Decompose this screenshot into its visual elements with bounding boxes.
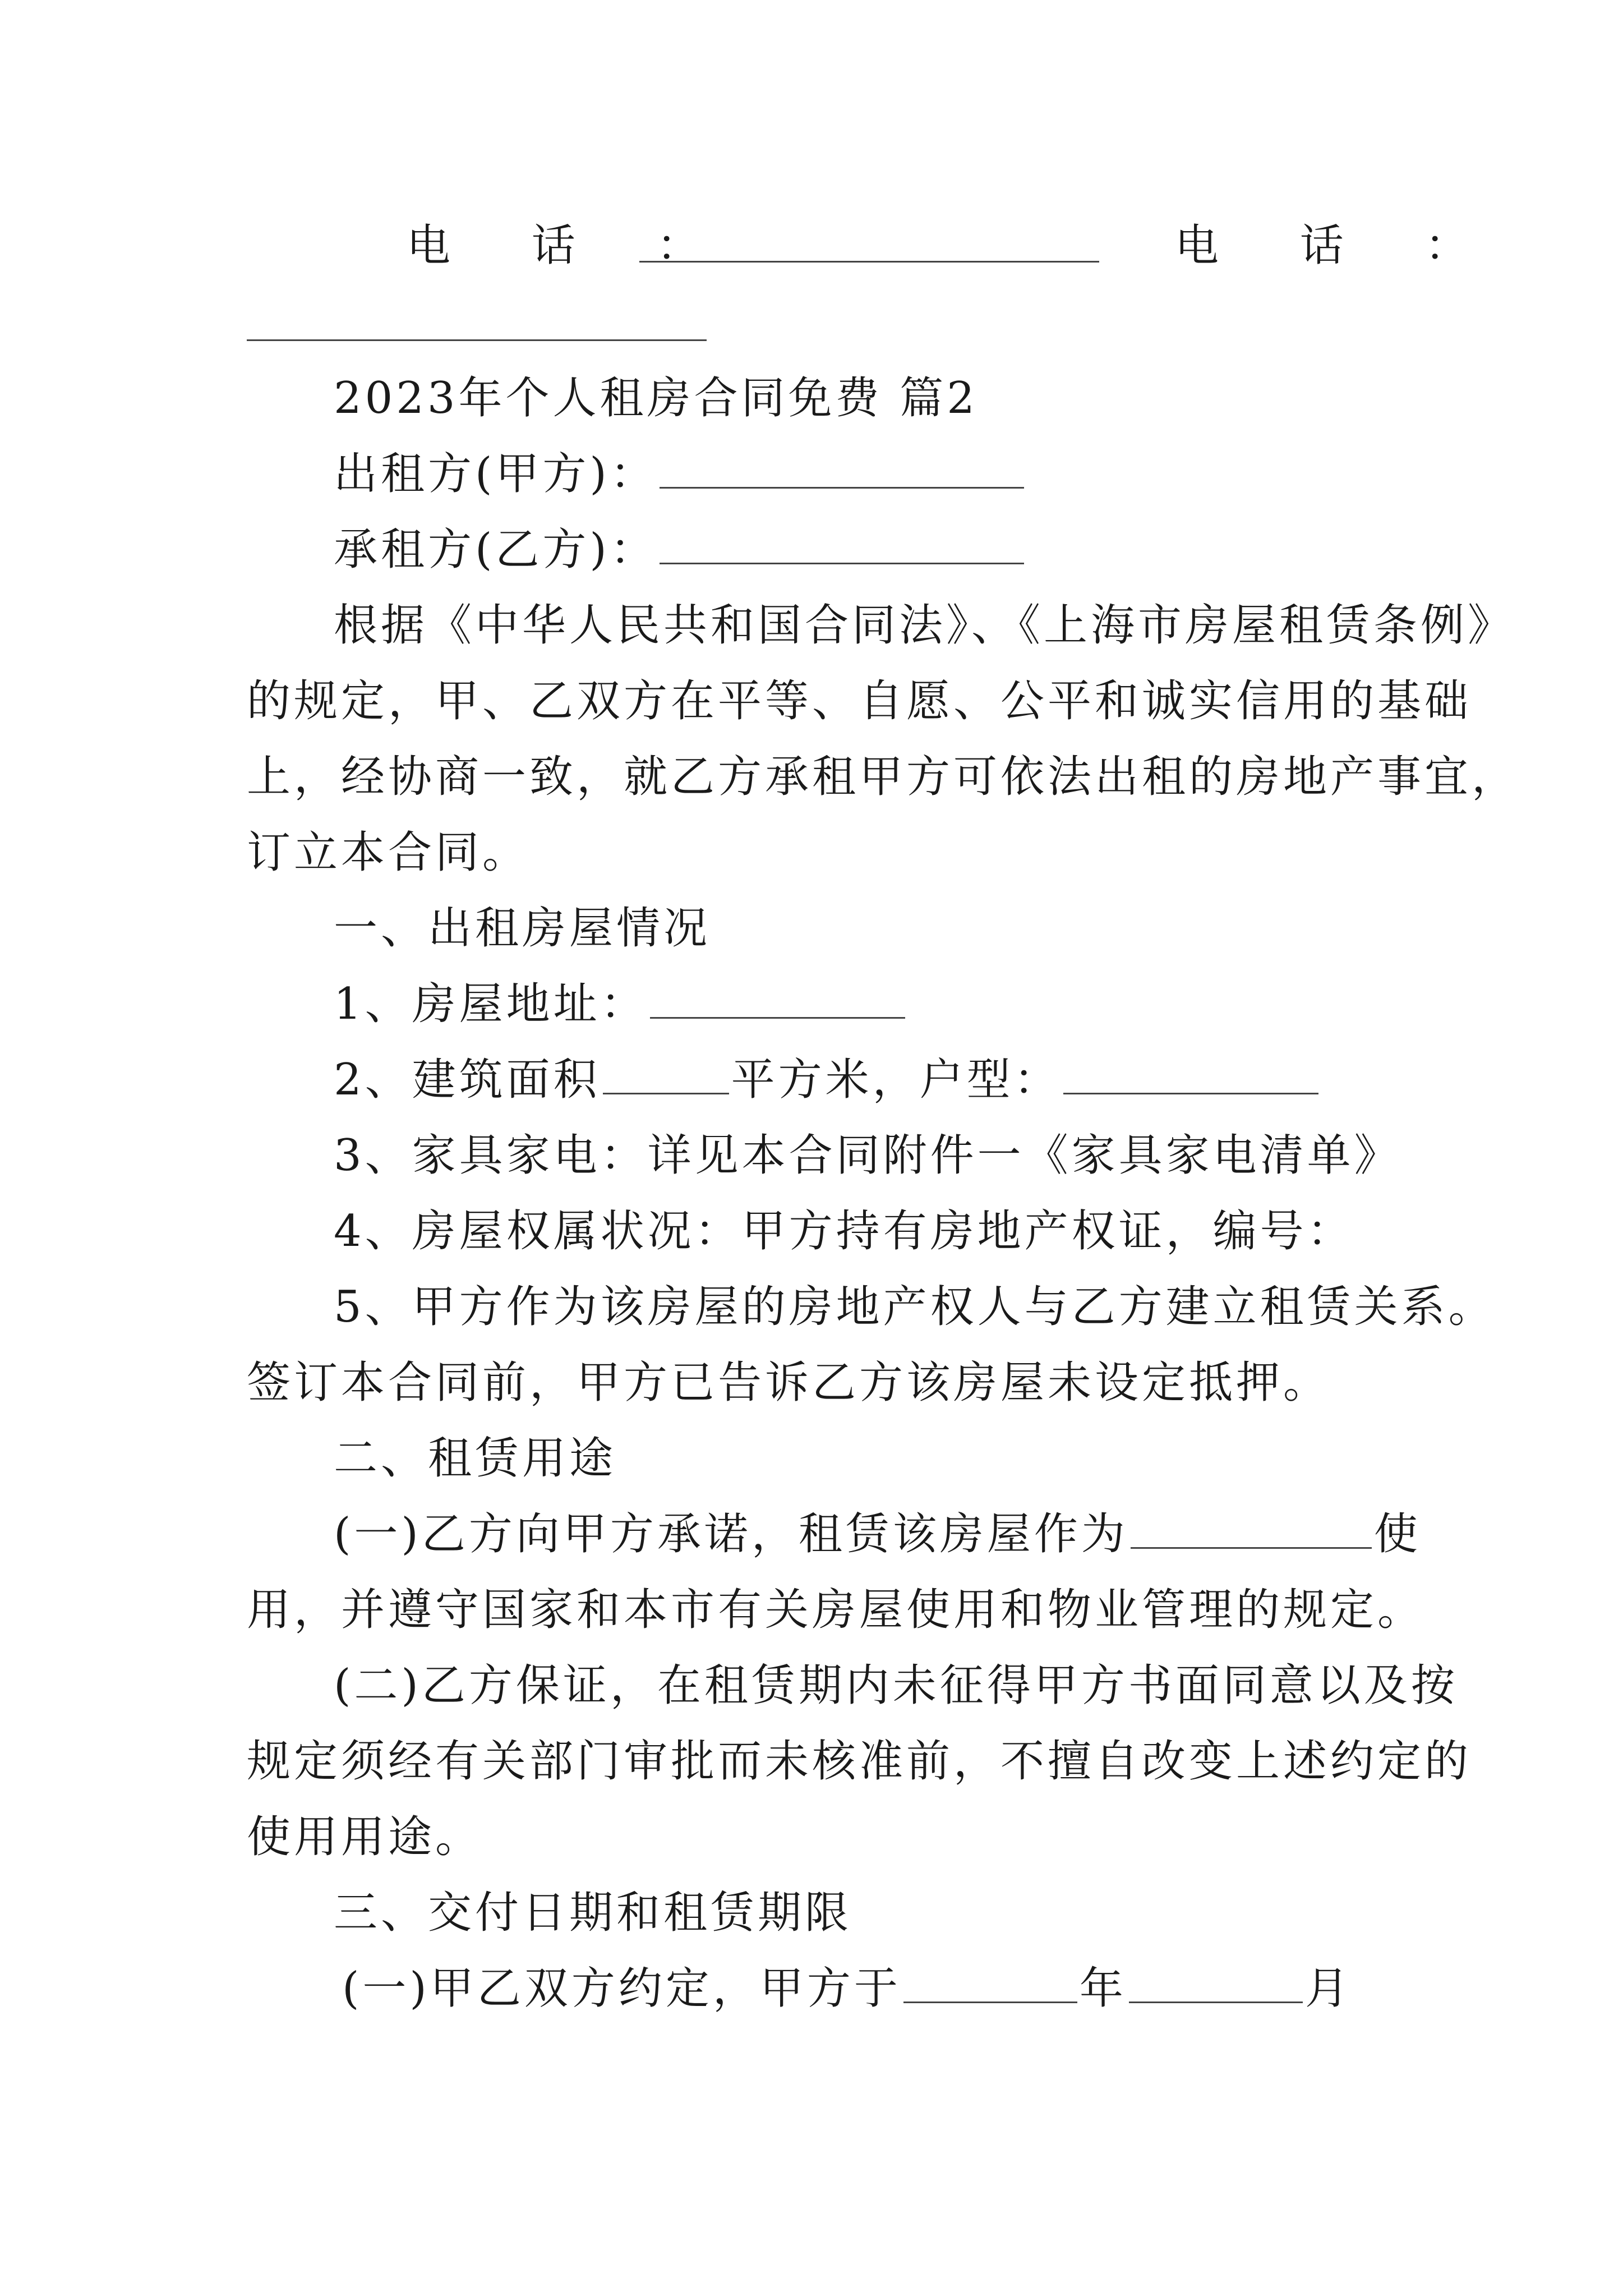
lessee-blank [660,523,1024,564]
phone-label-right: 电 话 ： [1175,220,1502,271]
section-3-heading: 三、交付日期和租赁期限 [334,1888,852,1938]
phone-blank-left [639,261,1099,263]
month-label: 月 [1304,1963,1352,2014]
use-2-line-2: 规定须经有关部门审批而未核准前，不擅自改变上述约定的 [247,1736,1472,1787]
item-1-line [334,976,907,1032]
contract-title: 2023年个人租房合同免费 篇2 [334,373,978,424]
item-5-line-1: 5、甲方作为该房屋的房地产权人与乙方建立租赁关系。 [334,1282,1496,1332]
item-4: 4、房屋权属状况：甲方持有房地产权证，编号： [334,1206,1354,1257]
use-1-line-2: 用，并遵守国家和本市有关房屋使用和物业管理的规定。 [247,1585,1425,1635]
use-2-line-1: (二)乙方保证，在租赁期内未征得甲方书面同意以及按 [334,1660,1458,1711]
use-1-line-1 [334,1506,1421,1562]
use-1-tail: 使 [1373,1509,1421,1559]
intro-line-2: 的规定，甲、乙双方在平等、自愿、公平和诚实信用的基础 [247,676,1472,726]
month-blank [1129,1962,1303,2003]
intro-line-3: 上，经协商一致，就乙方承租甲方可依法出租的房地产事宜， [247,752,1519,802]
item-2-line [334,1052,1321,1108]
delivery-1-text: (一)甲乙双方约定，甲方于 [342,1963,901,2014]
use-2-line-3: 使用用途。 [247,1812,483,1862]
phone-blank-right [247,339,707,341]
item-2-unit: 平方米，户型： [731,1055,1061,1105]
lessor-label: 出租方(甲方)： [334,449,657,499]
item-2-label: 2、建筑面积 [334,1055,601,1105]
layout-blank [1063,1053,1318,1094]
lessee-label: 承租方(乙方)： [334,524,657,575]
item-5-line-2: 签订本合同前，甲方已告诉乙方该房屋未设定抵押。 [247,1358,1331,1408]
item-3: 3、家具家电：详见本合同附件一《家具家电清单》 [334,1130,1401,1181]
lessee-line [334,522,1026,578]
delivery-1-line [342,1961,1352,2017]
year-blank [903,1962,1077,2003]
use-blank [1131,1508,1372,1549]
year-label: 年 [1079,1963,1127,2014]
item-1-label: 1、房屋地址： [334,979,648,1029]
phone-label-left: 电 话 ： [407,220,734,271]
use-1-text: (一)乙方向甲方承诺，租赁该房屋作为 [334,1509,1128,1559]
intro-line-4: 订立本合同。 [247,827,530,878]
address-blank [650,978,905,1019]
area-blank [603,1053,729,1094]
lessor-blank [660,448,1024,489]
section-1-heading: 一、出租房屋情况 [334,903,711,954]
section-2-heading: 二、租赁用途 [334,1433,617,1484]
intro-line-1: 根据《中华人民共和国合同法》、《上海市房屋租赁条例》 [334,600,1515,651]
lessor-line [334,446,1026,502]
